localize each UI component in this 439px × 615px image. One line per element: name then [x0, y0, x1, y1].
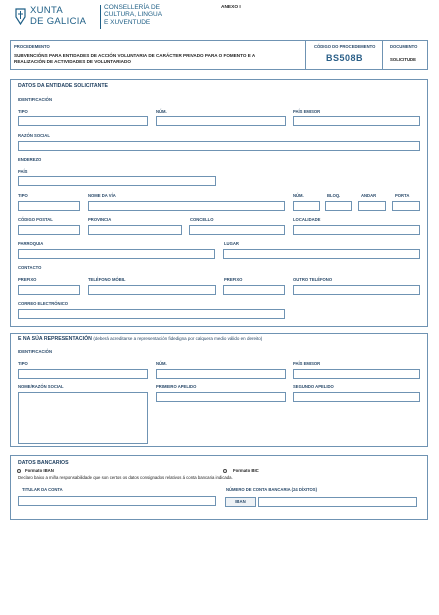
- format-bic-radio[interactable]: [223, 469, 227, 473]
- entity-localidade-input[interactable]: [293, 225, 420, 235]
- entity-enderezo-label: ENDEREZO: [18, 157, 42, 162]
- procedure-divider-2: [382, 40, 383, 70]
- entity-prefixo-input[interactable]: [18, 285, 80, 295]
- entity-correo-input[interactable]: [18, 309, 285, 319]
- entity-lugar-input[interactable]: [223, 249, 420, 259]
- titular-input[interactable]: [18, 496, 216, 506]
- rep-segundo-apelido-label: SEGUNDO APELIDO: [293, 384, 334, 389]
- document-label: DOCUMENTO: [390, 44, 418, 49]
- procedure-divider-1: [305, 40, 306, 70]
- entity-andar-label: ANDAR: [361, 193, 377, 198]
- entity-cp-label: CÓDIGO POSTAL: [18, 217, 53, 222]
- entity-prefixo2-label: PREFIXO: [224, 277, 243, 282]
- bank-section-title: DATOS BANCARIOS: [18, 460, 69, 466]
- header-divider: [100, 5, 101, 29]
- rep-segundo-apelido-input[interactable]: [293, 392, 420, 402]
- bank-section: [10, 455, 428, 520]
- entity-porta-input[interactable]: [392, 201, 420, 211]
- entity-num-via-input[interactable]: [293, 201, 320, 211]
- format-iban-radio[interactable]: [17, 469, 21, 473]
- entity-cp-input[interactable]: [18, 225, 80, 235]
- entity-andar-input[interactable]: [358, 201, 386, 211]
- iban-prefix-label: IBAN: [225, 497, 256, 507]
- entity-contacto-label: CONTACTO: [18, 265, 42, 270]
- entity-num-label: NÚM.: [156, 109, 167, 114]
- entity-identification-label: IDENTIFICACIÓN: [18, 97, 52, 102]
- rep-tipo-label: TIPO: [18, 361, 28, 366]
- entity-section-title: DATOS DA ENTIDADE SOLICITANTE: [18, 83, 109, 89]
- conselleria-line3: E XUVENTUDE: [104, 18, 151, 26]
- entity-prefixo2-input[interactable]: [223, 285, 285, 295]
- rep-primeiro-apelido-label: PRIMEIRO APELIDO: [156, 384, 197, 389]
- entity-movil-input[interactable]: [88, 285, 216, 295]
- entity-localidade-label: LOCALIDADE: [293, 217, 321, 222]
- entity-provincia-input[interactable]: [88, 225, 182, 235]
- conselleria-name: [104, 4, 162, 26]
- entity-nome-via-label: NOME DA VÍA: [88, 193, 116, 198]
- entity-outro-telefono-input[interactable]: [293, 285, 420, 295]
- entity-movil-label: TELÉFONO MÓBIL: [88, 277, 126, 282]
- entity-porta-label: PORTA: [395, 193, 410, 198]
- entity-nome-via-input[interactable]: [88, 201, 285, 211]
- entity-concello-label: CONCELLO: [190, 217, 214, 222]
- entity-tipo-via-input[interactable]: [18, 201, 80, 211]
- rep-pais-emisor-label: PAÍS EMISOR: [293, 361, 321, 366]
- entity-provincia-label: PROVINCIA: [88, 217, 112, 222]
- account-number-label: NÚMERO DE CONTA BANCARIA (24 DÍXITOS): [226, 487, 317, 492]
- account-number-input[interactable]: [258, 497, 417, 507]
- titular-label: TITULAR DA CONTA: [22, 487, 63, 492]
- entity-num-input[interactable]: [156, 116, 286, 126]
- entity-razon-social-input[interactable]: [18, 141, 420, 151]
- xunta-logo: [14, 5, 97, 29]
- rep-num-input[interactable]: [156, 369, 286, 379]
- bank-declaration: Declaro baixo a miña responsabilidade que son certos os datos consignados relativos á conta bancaria indicada.: [18, 475, 233, 480]
- entity-correo-label: CORREO ELECTRÓNICO: [18, 301, 69, 306]
- procedure-title-line1: SUBVENCIÓNS PARA ENTIDADES DE ACCIÓN VOLUNTARIA DE CARÁCTER PRIVADO PARA O FOMENTO E A: [14, 53, 256, 58]
- entity-bloq-input[interactable]: [325, 201, 352, 211]
- annex-label: ANEXO I: [221, 5, 241, 10]
- procedure-label: PROCEDEMENTO: [14, 44, 50, 49]
- procedure-title-line2: REALIZACIÓN DE ACTIVIDADES DE VOLUNTARIADO: [14, 59, 131, 64]
- entity-prefixo-label: PREFIXO: [18, 277, 37, 282]
- representative-section-title: [18, 336, 262, 342]
- logo-line1: XUNTA: [30, 5, 63, 16]
- rep-pais-emisor-input[interactable]: [293, 369, 420, 379]
- entity-outro-telefono-label: OUTRO TELÉFONO: [293, 277, 333, 282]
- rep-identification-label: IDENTIFICACIÓN: [18, 349, 52, 354]
- document-value: SOLICITUDE: [390, 57, 417, 62]
- entity-tipo-via-label: TIPO: [18, 193, 28, 198]
- logo-line2: DE GALICIA: [30, 16, 87, 27]
- entity-parroquia-label: PARROQUIA: [18, 241, 44, 246]
- rep-num-label: NÚM.: [156, 361, 167, 366]
- entity-pais-label: PAÍS: [18, 169, 28, 174]
- entity-parroquia-input[interactable]: [18, 249, 215, 259]
- entity-razon-social-label: RAZÓN SOCIAL: [18, 133, 50, 138]
- rep-nome-input[interactable]: [18, 392, 148, 444]
- entity-lugar-label: LUGAR: [224, 241, 239, 246]
- entity-pais-input[interactable]: [18, 176, 216, 186]
- entity-num-via-label: NÚM.: [293, 193, 304, 198]
- rep-primeiro-apelido-input[interactable]: [156, 392, 286, 402]
- procedure-code: BS508B: [326, 53, 364, 63]
- entity-pais-emisor-input[interactable]: [293, 116, 420, 126]
- format-iban-label: Formato IBAN: [25, 468, 54, 473]
- rep-nome-label: NOME/RAZÓN SOCIAL: [18, 384, 64, 389]
- conselleria-line1: CONSELLERÍA DE: [104, 4, 160, 11]
- entity-pais-emisor-label: PAÍS EMISOR: [293, 109, 321, 114]
- entity-bloq-label: BLOQ.: [327, 193, 341, 198]
- format-bic-label: Formato BIC: [233, 468, 259, 473]
- rep-tipo-input[interactable]: [18, 369, 148, 379]
- representative-note: (deberá acreditarse a representación fidedigna por calquera medio válido en dereito): [93, 336, 263, 341]
- conselleria-line2: CULTURA, LINGUA: [104, 11, 163, 19]
- entity-tipo-input[interactable]: [18, 116, 148, 126]
- logo-mark-icon: [14, 7, 27, 25]
- entity-concello-input[interactable]: [189, 225, 285, 235]
- procedure-code-label: CÓDIGO DO PROCEDEMENTO: [314, 44, 376, 49]
- entity-tipo-label: TIPO: [18, 109, 28, 114]
- representative-title-text: E NA SÚA REPRESENTACIÓN: [18, 336, 92, 342]
